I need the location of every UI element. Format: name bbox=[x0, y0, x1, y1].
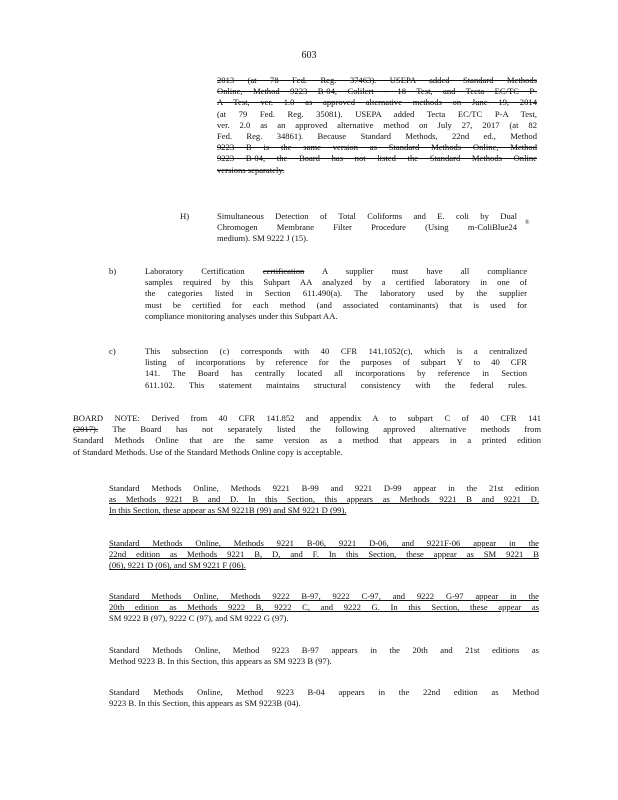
item-b-line: compliance monitoring analyses under this Subpart AA. bbox=[145, 310, 338, 321]
method-paragraph-line: Standard Methods Online, Methods 9221 B-99 and 9221 D-99 appear in the 21st edition bbox=[109, 483, 539, 493]
method-paragraph-line: 9223 B. In this Section, this appears as SM 9223B (04). bbox=[109, 698, 301, 709]
line-text: Laboratory Certification bbox=[145, 266, 263, 276]
item-h-line: Chromogen Membrane Filter Procedure (Using m-ColiBlue24 ® bbox=[217, 220, 530, 233]
item-c-line: listing of incorporations by reference for the purposes of subpart Y to 40 CFR bbox=[145, 357, 527, 368]
item-b-label: b) bbox=[109, 266, 117, 276]
block1-line: A Test, ver. 1.0 as approved alternative methods on June 19, 2014 bbox=[217, 97, 537, 108]
block1-line: 9223 B-04, the Board has not listed the Standard Methods Online bbox=[217, 153, 537, 164]
item-b-line bbox=[145, 266, 527, 276]
block1-line: (at 79 Fed. Reg. 35081). USEPA added Tecta EC/TC P-A Test, bbox=[217, 108, 537, 119]
deleted-text: certification bbox=[262, 266, 305, 276]
board-note-line: of Standard Methods. Use of the Standard Methods Online copy is acceptable. bbox=[73, 446, 343, 457]
item-b-line: samples required by this Subpart AA analyzed by a certified laboratory in one of bbox=[145, 277, 527, 288]
item-c-label: c) bbox=[109, 346, 116, 356]
method-paragraph-line: SM 9222 B (97), 9222 C (97), and SM 9222 G (97). bbox=[109, 613, 289, 624]
method-paragraph-line: In this Section, these appear as SM 9221B (99) and SM 9221 D (99). bbox=[109, 505, 347, 516]
item-h-label: H) bbox=[180, 211, 190, 221]
method-paragraph-line: Standard Methods Online, Method 9223 B-04 appears in the 22nd edition as Method bbox=[109, 687, 539, 697]
page-number: 603 bbox=[301, 50, 317, 61]
method-paragraph-line: 20th edition as Methods 9222 B, 9222 C, and 9222 G. In this Section, these appear as bbox=[109, 602, 539, 613]
method-paragraph-line: as Methods 9221 B and D. In this Section, this appears as Methods 9221 B and 9221 D. bbox=[109, 494, 539, 505]
block1-line: Fed. Reg. 34861). Because Standard Methods, 22nd ed., Method bbox=[217, 131, 537, 141]
method-paragraph-line: Method 9223 B. In this Section, this appears as SM 9223 B (97). bbox=[109, 656, 332, 667]
line-text: The Board has not separately listed the following approved alternative methods from bbox=[98, 424, 541, 435]
deleted-text: (2017). bbox=[73, 424, 99, 435]
item-h-line: medium). SM 9222 J (15). bbox=[217, 233, 309, 244]
block1-line: versions separately. bbox=[217, 164, 285, 175]
item-c-line: 141. The Board has centrally located all incorporations by reference in Section bbox=[145, 368, 527, 379]
item-h-line: Simultaneous Detection of Total Coliforms and E. coli by Dual bbox=[217, 211, 517, 221]
item-b-line: the categories listed in Section 611.490(a). The laboratory used by the supplier bbox=[145, 288, 527, 299]
board-note-line: BOARD NOTE: Derived from 40 CFR 141.852 and appendix A to subpart C of 40 CFR 141 bbox=[73, 413, 541, 423]
registered-mark: ® bbox=[525, 220, 530, 227]
method-paragraph-line: Standard Methods Online, Methods 9222 B-97, 9222 C-97, and 9222 G-97 appear in the bbox=[109, 591, 539, 601]
method-paragraph-line: Standard Methods Online, Method 9223 B-97 appears in the 20th and 21st editions as bbox=[109, 645, 539, 655]
block1-line: 9223 B is the same version as Standard Methods Online, Method bbox=[217, 142, 537, 153]
block1-line: ver. 2.0 as an approved alternative method on July 27, 2017 (at 82 bbox=[217, 119, 537, 130]
method-paragraph-line: Standard Methods Online, Methods 9221 B-06, 9221 D-06, and 9221F-06 appear in the bbox=[109, 538, 539, 548]
line-text: A supplier must have all compliance bbox=[304, 266, 528, 276]
board-note-line bbox=[73, 424, 541, 434]
block1-line: 2013 (at 78 Fed. Reg. 37463). USEPA added Standard Methods bbox=[217, 75, 537, 85]
item-c-line: This subsection (c) corresponds with 40 CFR 141.1052(c), which is a centralized bbox=[145, 346, 527, 356]
block1-line: Online, Method 9223 B-04, Colilert - 18 Test, and Tecta EC/TC P- bbox=[217, 86, 537, 97]
board-note-line: Standard Methods Online that are the same version as a method that appears in a printed edition bbox=[73, 435, 541, 446]
method-paragraph-line: (06), 9221 D (06), and SM 9221 F (06). bbox=[109, 560, 246, 571]
method-paragraph-line: 22nd edition as Methods 9221 B, D, and F. In this Section, these appear as SM 9221 B bbox=[109, 549, 539, 560]
item-b-line: must be certified for each method (and associated contaminants) that is used for bbox=[145, 299, 527, 310]
item-c-line: 611.102. This statement maintains structural consistency with the federal rules. bbox=[145, 379, 527, 390]
